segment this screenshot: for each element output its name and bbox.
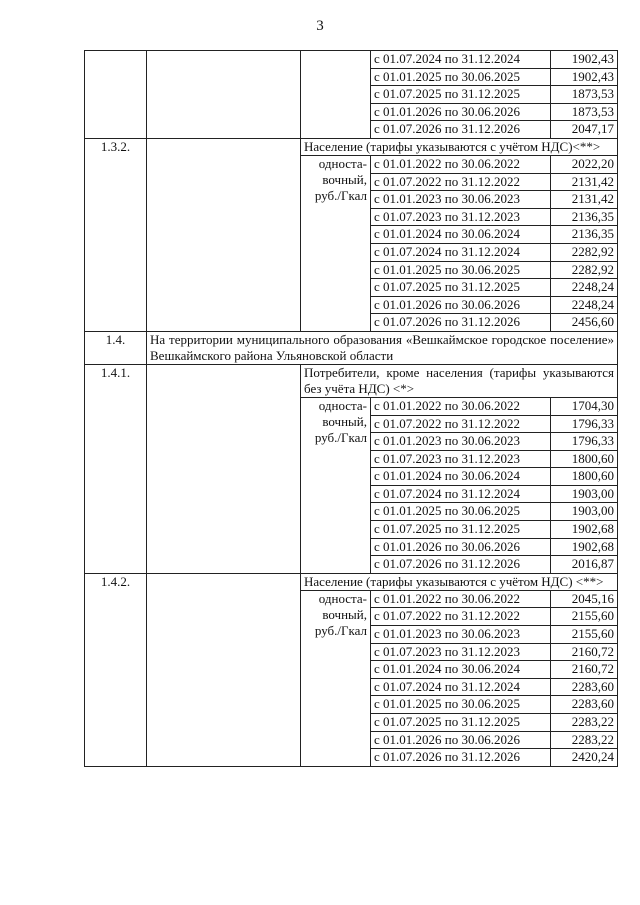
period-cell: с 01.01.2026 по 30.06.2026 [371, 296, 551, 314]
period-cell: с 01.07.2024 по 31.12.2024 [371, 485, 551, 503]
period-cell: с 01.01.2022 по 30.06.2022 [371, 397, 551, 415]
period-cell: с 01.07.2023 по 31.12.2023 [371, 643, 551, 661]
section-header-row [85, 138, 618, 155]
section-number: 1.3.2. [85, 138, 147, 331]
tariff-value-cell: 2136,35 [551, 226, 618, 244]
tariff-value-cell: 2283,22 [551, 714, 618, 732]
page-number: 3 [316, 18, 324, 34]
period-cell: с 01.01.2023 по 30.06.2023 [371, 191, 551, 209]
period-cell: с 01.07.2022 по 31.12.2022 [371, 415, 551, 433]
tariff-value-cell: 1796,33 [551, 415, 618, 433]
period-cell: с 01.07.2024 по 31.12.2024 [371, 51, 551, 69]
period-cell: с 01.07.2023 по 31.12.2023 [371, 450, 551, 468]
tariff-value-cell: 2047,17 [551, 121, 618, 139]
tariff-value-cell: 1800,60 [551, 468, 618, 486]
period-cell: с 01.01.2023 по 30.06.2023 [371, 433, 551, 451]
tariff-table [84, 50, 618, 767]
tariff-value-cell: 2136,35 [551, 208, 618, 226]
tariff-value-cell: 1902,68 [551, 538, 618, 556]
blank-cell [147, 51, 301, 139]
tariff-value-cell: 2248,24 [551, 296, 618, 314]
section-header-row [85, 573, 618, 590]
period-cell: с 01.01.2026 по 30.06.2026 [371, 103, 551, 121]
tariff-value-cell: 1873,53 [551, 86, 618, 104]
tariff-value-cell: 2282,92 [551, 261, 618, 279]
section-header-row [85, 364, 618, 397]
tariff-value-cell: 2283,60 [551, 696, 618, 714]
period-cell: с 01.07.2025 по 31.12.2025 [371, 521, 551, 539]
period-cell: с 01.01.2024 по 30.06.2024 [371, 226, 551, 244]
tariff-value-cell: 1903,00 [551, 503, 618, 521]
blank-cell [147, 573, 301, 766]
period-cell: с 01.07.2026 по 31.12.2026 [371, 749, 551, 767]
period-cell: с 01.07.2025 по 31.12.2025 [371, 279, 551, 297]
period-cell: с 01.07.2026 по 31.12.2026 [371, 314, 551, 332]
period-cell: с 01.07.2025 по 31.12.2025 [371, 714, 551, 732]
tariff-value-cell: 2456,60 [551, 314, 618, 332]
tariff-value-cell: 2160,72 [551, 661, 618, 679]
blank-cell [147, 364, 301, 573]
period-cell: с 01.07.2025 по 31.12.2025 [371, 86, 551, 104]
tariff-value-cell: 1873,53 [551, 103, 618, 121]
tariff-value-cell: 2282,92 [551, 243, 618, 261]
unit-cell: односта-вочный, руб./Гкал [301, 155, 371, 331]
period-cell: с 01.01.2022 по 30.06.2022 [371, 590, 551, 608]
tariff-value-cell: 2045,16 [551, 590, 618, 608]
section-description: Население (тарифы указываются с учётом НДС)<**> [301, 138, 618, 155]
period-cell: с 01.01.2023 по 30.06.2023 [371, 626, 551, 644]
period-cell: с 01.01.2024 по 30.06.2024 [371, 468, 551, 486]
section-number [85, 51, 147, 139]
section-description: Потребители, кроме населения (тарифы указываются без учёта НДС) <*> [301, 364, 618, 397]
unit-cell: односта-вочный, руб./Гкал [301, 397, 371, 573]
section-number: 1.4.2. [85, 573, 147, 766]
period-cell: с 01.01.2025 по 30.06.2025 [371, 261, 551, 279]
period-cell: с 01.01.2025 по 30.06.2025 [371, 68, 551, 86]
tariff-value-cell: 2248,24 [551, 279, 618, 297]
unit-cell [301, 51, 371, 139]
tariff-value-cell: 2155,60 [551, 608, 618, 626]
section-number: 1.4.1. [85, 364, 147, 573]
period-cell: с 01.07.2026 по 31.12.2026 [371, 121, 551, 139]
tariff-value-cell: 1902,68 [551, 521, 618, 539]
table-row [85, 51, 618, 69]
period-cell: с 01.07.2024 по 31.12.2024 [371, 678, 551, 696]
tariff-value-cell: 2016,87 [551, 556, 618, 574]
section-description: Население (тарифы указываются с учётом НДС) <**> [301, 573, 618, 590]
territory-row [85, 331, 618, 364]
tariff-value-cell: 1796,33 [551, 433, 618, 451]
tariff-value-cell: 2420,24 [551, 749, 618, 767]
period-cell: с 01.01.2026 по 30.06.2026 [371, 538, 551, 556]
tariff-value-cell: 1800,60 [551, 450, 618, 468]
period-cell: с 01.01.2026 по 30.06.2026 [371, 731, 551, 749]
tariff-value-cell: 2283,60 [551, 678, 618, 696]
tariff-value-cell: 1704,30 [551, 397, 618, 415]
period-cell: с 01.07.2024 по 31.12.2024 [371, 243, 551, 261]
period-cell: с 01.07.2026 по 31.12.2026 [371, 556, 551, 574]
tariff-value-cell: 2022,20 [551, 155, 618, 173]
unit-cell: односта-вочный, руб./Гкал [301, 590, 371, 766]
tariff-value-cell: 2155,60 [551, 626, 618, 644]
period-cell: с 01.01.2025 по 30.06.2025 [371, 696, 551, 714]
tariff-value-cell: 2160,72 [551, 643, 618, 661]
tariff-value-cell: 2131,42 [551, 191, 618, 209]
section-number: 1.4. [85, 331, 147, 364]
tariff-table-body [85, 51, 618, 767]
tariff-value-cell: 2131,42 [551, 173, 618, 191]
period-cell: с 01.07.2023 по 31.12.2023 [371, 208, 551, 226]
period-cell: с 01.01.2022 по 30.06.2022 [371, 155, 551, 173]
tariff-value-cell: 1902,43 [551, 68, 618, 86]
tariff-value-cell: 2283,22 [551, 731, 618, 749]
period-cell: с 01.01.2025 по 30.06.2025 [371, 503, 551, 521]
blank-cell [147, 138, 301, 331]
tariff-value-cell: 1903,00 [551, 485, 618, 503]
period-cell: с 01.01.2024 по 30.06.2024 [371, 661, 551, 679]
period-cell: с 01.07.2022 по 31.12.2022 [371, 173, 551, 191]
period-cell: с 01.07.2022 по 31.12.2022 [371, 608, 551, 626]
tariff-value-cell: 1902,43 [551, 51, 618, 69]
territory-description: На территории муниципального образования «Вешкаймское городское поселение» Вешкаймского района Ульяновской области [147, 331, 618, 364]
